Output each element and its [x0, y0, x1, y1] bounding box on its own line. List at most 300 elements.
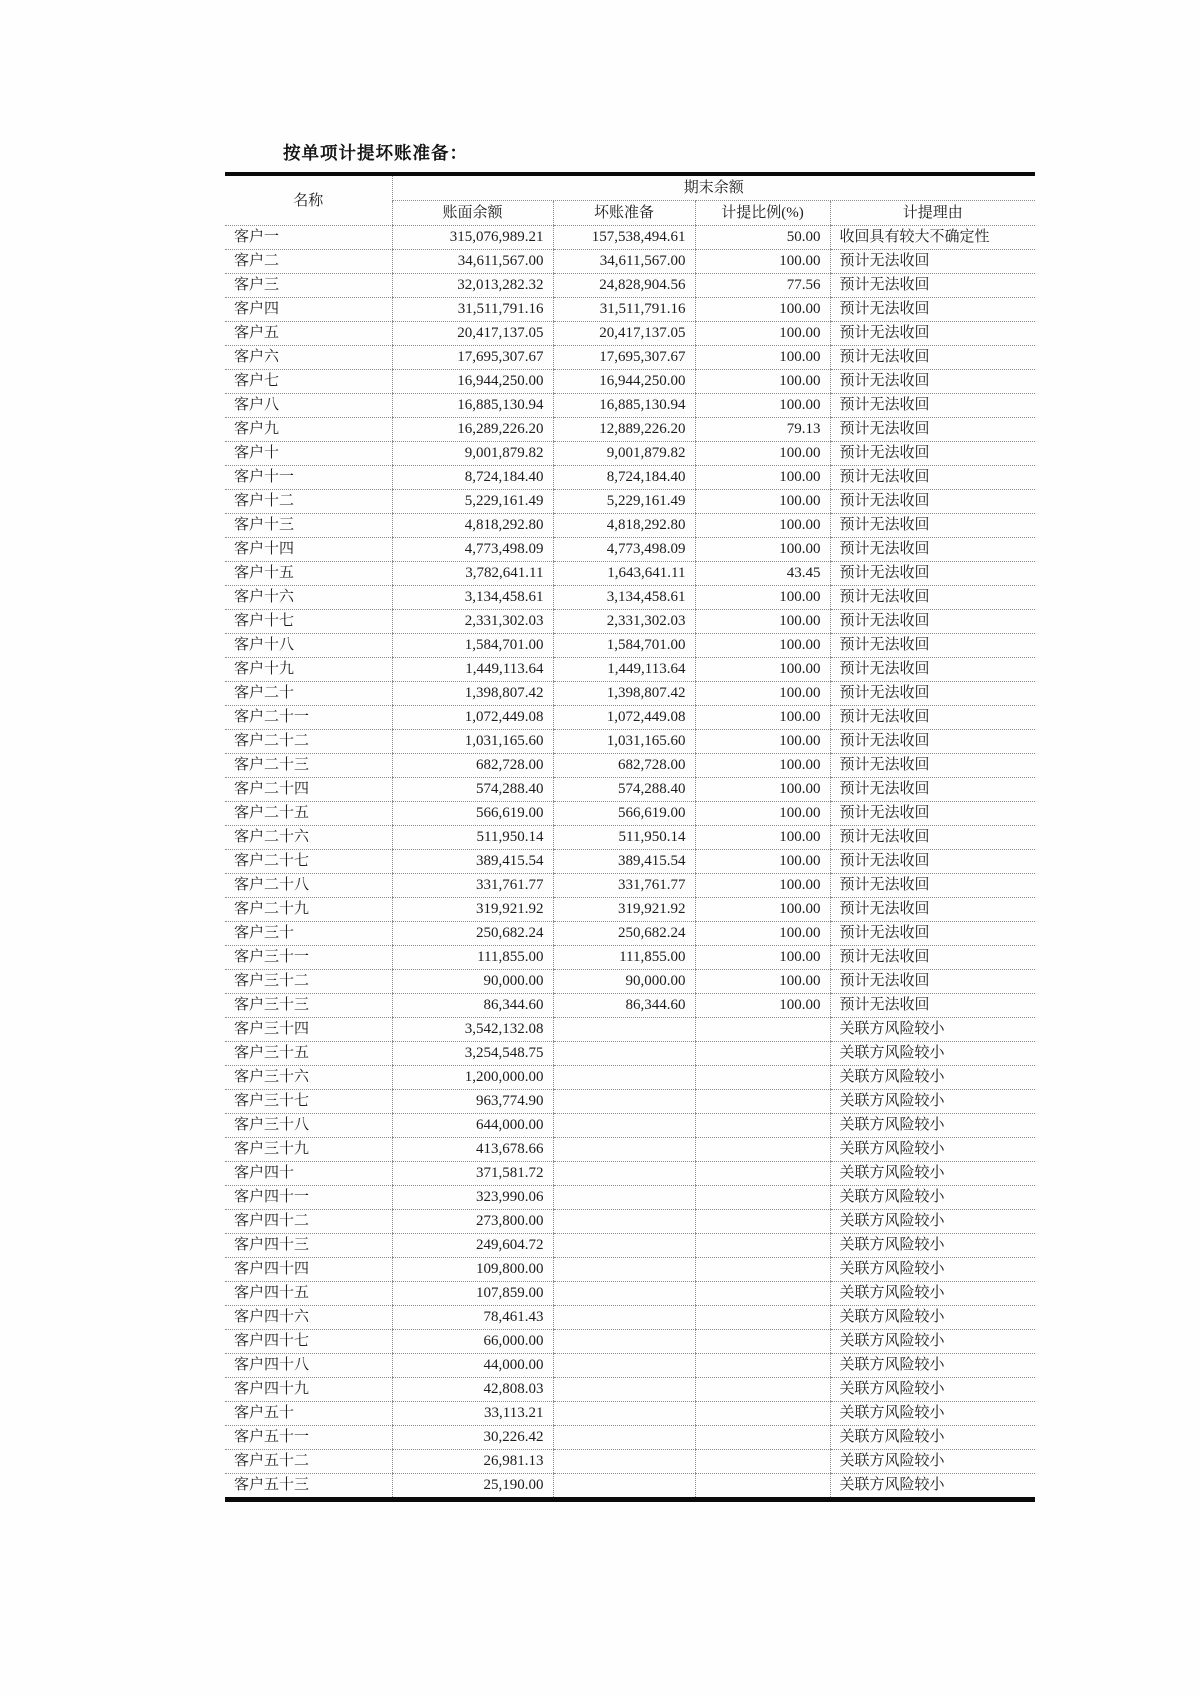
provision-cell [553, 1354, 695, 1378]
reason-cell: 预计无法收回 [830, 514, 1035, 538]
reason-cell: 预计无法收回 [830, 970, 1035, 994]
name-cell: 客户三十七 [225, 1090, 392, 1114]
ratio-cell: 100.00 [695, 490, 830, 514]
reason-cell: 关联方风险较小 [830, 1210, 1035, 1234]
reason-cell: 预计无法收回 [830, 706, 1035, 730]
name-cell: 客户四十六 [225, 1306, 392, 1330]
provision-cell: 566,619.00 [553, 802, 695, 826]
provision-cell: 157,538,494.61 [553, 226, 695, 250]
ratio-cell: 100.00 [695, 586, 830, 610]
book-balance-cell: 1,398,807.42 [392, 682, 553, 706]
book-balance-cell: 78,461.43 [392, 1306, 553, 1330]
book-balance-cell: 42,808.03 [392, 1378, 553, 1402]
name-cell: 客户四十八 [225, 1354, 392, 1378]
book-balance-cell: 250,682.24 [392, 922, 553, 946]
table-row [225, 1330, 1035, 1354]
provision-cell [553, 1018, 695, 1042]
name-cell: 客户十四 [225, 538, 392, 562]
ratio-cell: 100.00 [695, 706, 830, 730]
ratio-cell: 100.00 [695, 754, 830, 778]
table-row [225, 898, 1035, 922]
book-balance-cell: 3,134,458.61 [392, 586, 553, 610]
provision-cell: 90,000.00 [553, 970, 695, 994]
ratio-cell [695, 1330, 830, 1354]
reason-cell: 预计无法收回 [830, 682, 1035, 706]
reason-cell: 关联方风险较小 [830, 1354, 1035, 1378]
book-balance-cell: 16,885,130.94 [392, 394, 553, 418]
ratio-cell [695, 1354, 830, 1378]
column-header-book-balance: 账面余额 [392, 201, 553, 226]
book-balance-cell: 574,288.40 [392, 778, 553, 802]
ratio-cell [695, 1426, 830, 1450]
table-row [225, 1234, 1035, 1258]
ratio-cell: 100.00 [695, 538, 830, 562]
book-balance-cell: 682,728.00 [392, 754, 553, 778]
provision-cell [553, 1426, 695, 1450]
table-row [225, 490, 1035, 514]
ratio-cell: 100.00 [695, 370, 830, 394]
table-row [225, 1186, 1035, 1210]
reason-cell: 预计无法收回 [830, 370, 1035, 394]
table-row [225, 1090, 1035, 1114]
reason-cell: 预计无法收回 [830, 538, 1035, 562]
ratio-cell: 100.00 [695, 682, 830, 706]
name-cell: 客户三十一 [225, 946, 392, 970]
name-cell: 客户六 [225, 346, 392, 370]
table-row [225, 634, 1035, 658]
ratio-cell: 100.00 [695, 610, 830, 634]
provision-cell [553, 1114, 695, 1138]
table-row [225, 970, 1035, 994]
book-balance-cell: 33,113.21 [392, 1402, 553, 1426]
book-balance-cell: 32,013,282.32 [392, 274, 553, 298]
table-row [225, 394, 1035, 418]
table-row [225, 250, 1035, 274]
table-row [225, 418, 1035, 442]
name-cell: 客户三十五 [225, 1042, 392, 1066]
reason-cell: 预计无法收回 [830, 754, 1035, 778]
table-row [225, 322, 1035, 346]
name-cell: 客户三十三 [225, 994, 392, 1018]
book-balance-cell: 644,000.00 [392, 1114, 553, 1138]
ratio-cell [695, 1378, 830, 1402]
table-row [225, 1474, 1035, 1500]
book-balance-cell: 1,072,449.08 [392, 706, 553, 730]
provision-cell: 24,828,904.56 [553, 274, 695, 298]
name-cell: 客户三十 [225, 922, 392, 946]
name-cell: 客户九 [225, 418, 392, 442]
table-row [225, 802, 1035, 826]
provision-cell: 5,229,161.49 [553, 490, 695, 514]
reason-cell: 关联方风险较小 [830, 1330, 1035, 1354]
table-row [225, 610, 1035, 634]
book-balance-cell: 34,611,567.00 [392, 250, 553, 274]
book-balance-cell: 8,724,184.40 [392, 466, 553, 490]
provision-cell: 2,331,302.03 [553, 610, 695, 634]
name-cell: 客户四十七 [225, 1330, 392, 1354]
table-row [225, 346, 1035, 370]
name-cell: 客户二十五 [225, 802, 392, 826]
table-row [225, 682, 1035, 706]
table-row [225, 826, 1035, 850]
name-cell: 客户十六 [225, 586, 392, 610]
reason-cell: 预计无法收回 [830, 898, 1035, 922]
table-row [225, 850, 1035, 874]
table-row [225, 1138, 1035, 1162]
provision-cell: 3,134,458.61 [553, 586, 695, 610]
reason-cell: 预计无法收回 [830, 442, 1035, 466]
provision-cell: 16,944,250.00 [553, 370, 695, 394]
ratio-cell: 100.00 [695, 898, 830, 922]
table-row [225, 730, 1035, 754]
book-balance-cell: 323,990.06 [392, 1186, 553, 1210]
provision-cell: 250,682.24 [553, 922, 695, 946]
book-balance-cell: 4,818,292.80 [392, 514, 553, 538]
name-cell: 客户四十二 [225, 1210, 392, 1234]
provision-cell: 1,643,641.11 [553, 562, 695, 586]
table-row [225, 562, 1035, 586]
column-header-bad-debt-provision: 坏账准备 [553, 201, 695, 226]
book-balance-cell: 2,331,302.03 [392, 610, 553, 634]
provision-cell [553, 1210, 695, 1234]
book-balance-cell: 26,981.13 [392, 1450, 553, 1474]
name-cell: 客户三十二 [225, 970, 392, 994]
book-balance-cell: 111,855.00 [392, 946, 553, 970]
provision-cell: 12,889,226.20 [553, 418, 695, 442]
table-row [225, 778, 1035, 802]
book-balance-cell: 25,190.00 [392, 1474, 553, 1500]
reason-cell: 关联方风险较小 [830, 1378, 1035, 1402]
reason-cell: 预计无法收回 [830, 850, 1035, 874]
ratio-cell [695, 1042, 830, 1066]
provision-cell [553, 1282, 695, 1306]
book-balance-cell: 331,761.77 [392, 874, 553, 898]
ratio-cell: 100.00 [695, 946, 830, 970]
column-header-name: 名称 [225, 174, 392, 226]
ratio-cell [695, 1210, 830, 1234]
reason-cell: 关联方风险较小 [830, 1138, 1035, 1162]
provision-cell [553, 1306, 695, 1330]
table-row [225, 706, 1035, 730]
provision-cell [553, 1378, 695, 1402]
reason-cell: 预计无法收回 [830, 778, 1035, 802]
reason-cell: 关联方风险较小 [830, 1282, 1035, 1306]
table-row [225, 1258, 1035, 1282]
name-cell: 客户二十四 [225, 778, 392, 802]
book-balance-cell: 5,229,161.49 [392, 490, 553, 514]
table-row [225, 298, 1035, 322]
ratio-cell [695, 1402, 830, 1426]
reason-cell: 预计无法收回 [830, 466, 1035, 490]
name-cell: 客户四十四 [225, 1258, 392, 1282]
ratio-cell: 100.00 [695, 826, 830, 850]
reason-cell: 预计无法收回 [830, 586, 1035, 610]
name-cell: 客户五十 [225, 1402, 392, 1426]
table-row [225, 370, 1035, 394]
book-balance-cell: 90,000.00 [392, 970, 553, 994]
reason-cell: 预计无法收回 [830, 298, 1035, 322]
book-balance-cell: 4,773,498.09 [392, 538, 553, 562]
ratio-cell: 100.00 [695, 466, 830, 490]
table-header [225, 174, 1035, 226]
book-balance-cell: 511,950.14 [392, 826, 553, 850]
book-balance-cell: 319,921.92 [392, 898, 553, 922]
table-row [225, 1354, 1035, 1378]
ratio-cell [695, 1066, 830, 1090]
provision-cell: 16,885,130.94 [553, 394, 695, 418]
provision-cell: 1,031,165.60 [553, 730, 695, 754]
reason-cell: 收回具有较大不确定性 [830, 226, 1035, 250]
provision-cell: 4,818,292.80 [553, 514, 695, 538]
reason-cell: 关联方风险较小 [830, 1258, 1035, 1282]
reason-cell: 预计无法收回 [830, 634, 1035, 658]
provision-cell: 331,761.77 [553, 874, 695, 898]
table-row [225, 1426, 1035, 1450]
ratio-cell: 100.00 [695, 346, 830, 370]
name-cell: 客户十一 [225, 466, 392, 490]
provision-cell [553, 1090, 695, 1114]
book-balance-cell: 1,449,113.64 [392, 658, 553, 682]
name-cell: 客户四十三 [225, 1234, 392, 1258]
reason-cell: 关联方风险较小 [830, 1162, 1035, 1186]
provision-cell: 1,072,449.08 [553, 706, 695, 730]
ratio-cell [695, 1234, 830, 1258]
reason-cell: 预计无法收回 [830, 250, 1035, 274]
reason-cell: 预计无法收回 [830, 922, 1035, 946]
book-balance-cell: 249,604.72 [392, 1234, 553, 1258]
name-cell: 客户二 [225, 250, 392, 274]
reason-cell: 预计无法收回 [830, 346, 1035, 370]
provision-cell: 20,417,137.05 [553, 322, 695, 346]
ratio-cell: 100.00 [695, 250, 830, 274]
name-cell: 客户二十一 [225, 706, 392, 730]
book-balance-cell: 1,584,701.00 [392, 634, 553, 658]
provision-cell [553, 1474, 695, 1500]
provision-cell: 8,724,184.40 [553, 466, 695, 490]
ratio-cell: 100.00 [695, 298, 830, 322]
reason-cell: 预计无法收回 [830, 874, 1035, 898]
reason-cell: 预计无法收回 [830, 394, 1035, 418]
reason-cell: 预计无法收回 [830, 322, 1035, 346]
name-cell: 客户五十一 [225, 1426, 392, 1450]
ratio-cell [695, 1306, 830, 1330]
name-cell: 客户三十四 [225, 1018, 392, 1042]
book-balance-cell: 31,511,791.16 [392, 298, 553, 322]
ratio-cell [695, 1450, 830, 1474]
reason-cell: 关联方风险较小 [830, 1066, 1035, 1090]
name-cell: 客户二十二 [225, 730, 392, 754]
name-cell: 客户十八 [225, 634, 392, 658]
table-row [225, 1018, 1035, 1042]
table-row [225, 1282, 1035, 1306]
name-cell: 客户五十三 [225, 1474, 392, 1500]
table-body [225, 226, 1035, 1500]
reason-cell: 关联方风险较小 [830, 1090, 1035, 1114]
reason-cell: 关联方风险较小 [830, 1306, 1035, 1330]
book-balance-cell: 3,542,132.08 [392, 1018, 553, 1042]
table-row [225, 874, 1035, 898]
name-cell: 客户十九 [225, 658, 392, 682]
table-row [225, 922, 1035, 946]
reason-cell: 预计无法收回 [830, 610, 1035, 634]
provision-cell: 1,398,807.42 [553, 682, 695, 706]
ratio-cell: 79.13 [695, 418, 830, 442]
name-cell: 客户五十二 [225, 1450, 392, 1474]
name-cell: 客户三 [225, 274, 392, 298]
provision-cell: 4,773,498.09 [553, 538, 695, 562]
provision-cell [553, 1330, 695, 1354]
name-cell: 客户四十 [225, 1162, 392, 1186]
table-row [225, 946, 1035, 970]
table-row [225, 1306, 1035, 1330]
reason-cell: 关联方风险较小 [830, 1450, 1035, 1474]
table-row [225, 514, 1035, 538]
ratio-cell [695, 1162, 830, 1186]
provision-cell: 574,288.40 [553, 778, 695, 802]
reason-cell: 预计无法收回 [830, 490, 1035, 514]
ratio-cell: 100.00 [695, 922, 830, 946]
provision-cell [553, 1066, 695, 1090]
ratio-cell: 100.00 [695, 442, 830, 466]
name-cell: 客户二十六 [225, 826, 392, 850]
book-balance-cell: 17,695,307.67 [392, 346, 553, 370]
name-cell: 客户四十一 [225, 1186, 392, 1210]
name-cell: 客户二十九 [225, 898, 392, 922]
provision-cell: 511,950.14 [553, 826, 695, 850]
reason-cell: 预计无法收回 [830, 658, 1035, 682]
name-cell: 客户二十三 [225, 754, 392, 778]
name-cell: 客户二十七 [225, 850, 392, 874]
name-cell: 客户四 [225, 298, 392, 322]
reason-cell: 关联方风险较小 [830, 1474, 1035, 1500]
provision-cell [553, 1186, 695, 1210]
book-balance-cell: 16,944,250.00 [392, 370, 553, 394]
reason-cell: 预计无法收回 [830, 826, 1035, 850]
provision-cell: 111,855.00 [553, 946, 695, 970]
reason-cell: 关联方风险较小 [830, 1234, 1035, 1258]
book-balance-cell: 389,415.54 [392, 850, 553, 874]
ratio-cell: 50.00 [695, 226, 830, 250]
table-row [225, 226, 1035, 250]
provision-cell [553, 1042, 695, 1066]
ratio-cell: 100.00 [695, 874, 830, 898]
book-balance-cell: 30,226.42 [392, 1426, 553, 1450]
table-row [225, 994, 1035, 1018]
table-row [225, 466, 1035, 490]
table-row [225, 1042, 1035, 1066]
provision-cell: 319,921.92 [553, 898, 695, 922]
name-cell: 客户十 [225, 442, 392, 466]
provision-cell [553, 1138, 695, 1162]
table-row [225, 1378, 1035, 1402]
table-row [225, 1162, 1035, 1186]
ratio-cell [695, 1474, 830, 1500]
provision-cell: 1,584,701.00 [553, 634, 695, 658]
table-row [225, 1450, 1035, 1474]
ratio-cell: 100.00 [695, 730, 830, 754]
provision-cell [553, 1234, 695, 1258]
provision-cell [553, 1450, 695, 1474]
ratio-cell [695, 1090, 830, 1114]
name-cell: 客户十七 [225, 610, 392, 634]
ratio-cell: 100.00 [695, 394, 830, 418]
table-row [225, 442, 1035, 466]
book-balance-cell: 44,000.00 [392, 1354, 553, 1378]
ratio-cell [695, 1258, 830, 1282]
provision-cell: 682,728.00 [553, 754, 695, 778]
ratio-cell: 100.00 [695, 850, 830, 874]
book-balance-cell: 413,678.66 [392, 1138, 553, 1162]
table-row [225, 274, 1035, 298]
table-row [225, 658, 1035, 682]
ratio-cell: 43.45 [695, 562, 830, 586]
reason-cell: 关联方风险较小 [830, 1018, 1035, 1042]
table-row [225, 586, 1035, 610]
book-balance-cell: 273,800.00 [392, 1210, 553, 1234]
reason-cell: 预计无法收回 [830, 802, 1035, 826]
ratio-cell [695, 1282, 830, 1306]
ratio-cell: 77.56 [695, 274, 830, 298]
name-cell: 客户十五 [225, 562, 392, 586]
ratio-cell: 100.00 [695, 994, 830, 1018]
name-cell: 客户十二 [225, 490, 392, 514]
name-cell: 客户三十八 [225, 1114, 392, 1138]
book-balance-cell: 1,200,000.00 [392, 1066, 553, 1090]
provision-cell: 1,449,113.64 [553, 658, 695, 682]
provision-cell [553, 1258, 695, 1282]
name-cell: 客户四十九 [225, 1378, 392, 1402]
reason-cell: 关联方风险较小 [830, 1402, 1035, 1426]
ratio-cell: 100.00 [695, 778, 830, 802]
table-row [225, 1402, 1035, 1426]
book-balance-cell: 3,782,641.11 [392, 562, 553, 586]
column-header-provision-reason: 计提理由 [830, 201, 1035, 226]
book-balance-cell: 9,001,879.82 [392, 442, 553, 466]
name-cell: 客户二十 [225, 682, 392, 706]
table-row [225, 1210, 1035, 1234]
name-cell: 客户二十八 [225, 874, 392, 898]
bad-debt-provision-table [225, 172, 1035, 1502]
ratio-cell: 100.00 [695, 514, 830, 538]
book-balance-cell: 566,619.00 [392, 802, 553, 826]
book-balance-cell: 3,254,548.75 [392, 1042, 553, 1066]
reason-cell: 关联方风险较小 [830, 1042, 1035, 1066]
provision-cell: 34,611,567.00 [553, 250, 695, 274]
ratio-cell [695, 1138, 830, 1162]
table-row [225, 538, 1035, 562]
book-balance-cell: 86,344.60 [392, 994, 553, 1018]
reason-cell: 预计无法收回 [830, 730, 1035, 754]
name-cell: 客户三十六 [225, 1066, 392, 1090]
reason-cell: 关联方风险较小 [830, 1114, 1035, 1138]
book-balance-cell: 20,417,137.05 [392, 322, 553, 346]
provision-cell: 389,415.54 [553, 850, 695, 874]
reason-cell: 关联方风险较小 [830, 1186, 1035, 1210]
name-cell: 客户八 [225, 394, 392, 418]
reason-cell: 预计无法收回 [830, 274, 1035, 298]
name-cell: 客户一 [225, 226, 392, 250]
book-balance-cell: 16,289,226.20 [392, 418, 553, 442]
name-cell: 客户五 [225, 322, 392, 346]
reason-cell: 预计无法收回 [830, 994, 1035, 1018]
name-cell: 客户七 [225, 370, 392, 394]
book-balance-cell: 66,000.00 [392, 1330, 553, 1354]
reason-cell: 预计无法收回 [830, 562, 1035, 586]
provision-cell [553, 1402, 695, 1426]
column-header-provision-ratio: 计提比例(%) [695, 201, 830, 226]
ratio-cell: 100.00 [695, 634, 830, 658]
ratio-cell [695, 1186, 830, 1210]
